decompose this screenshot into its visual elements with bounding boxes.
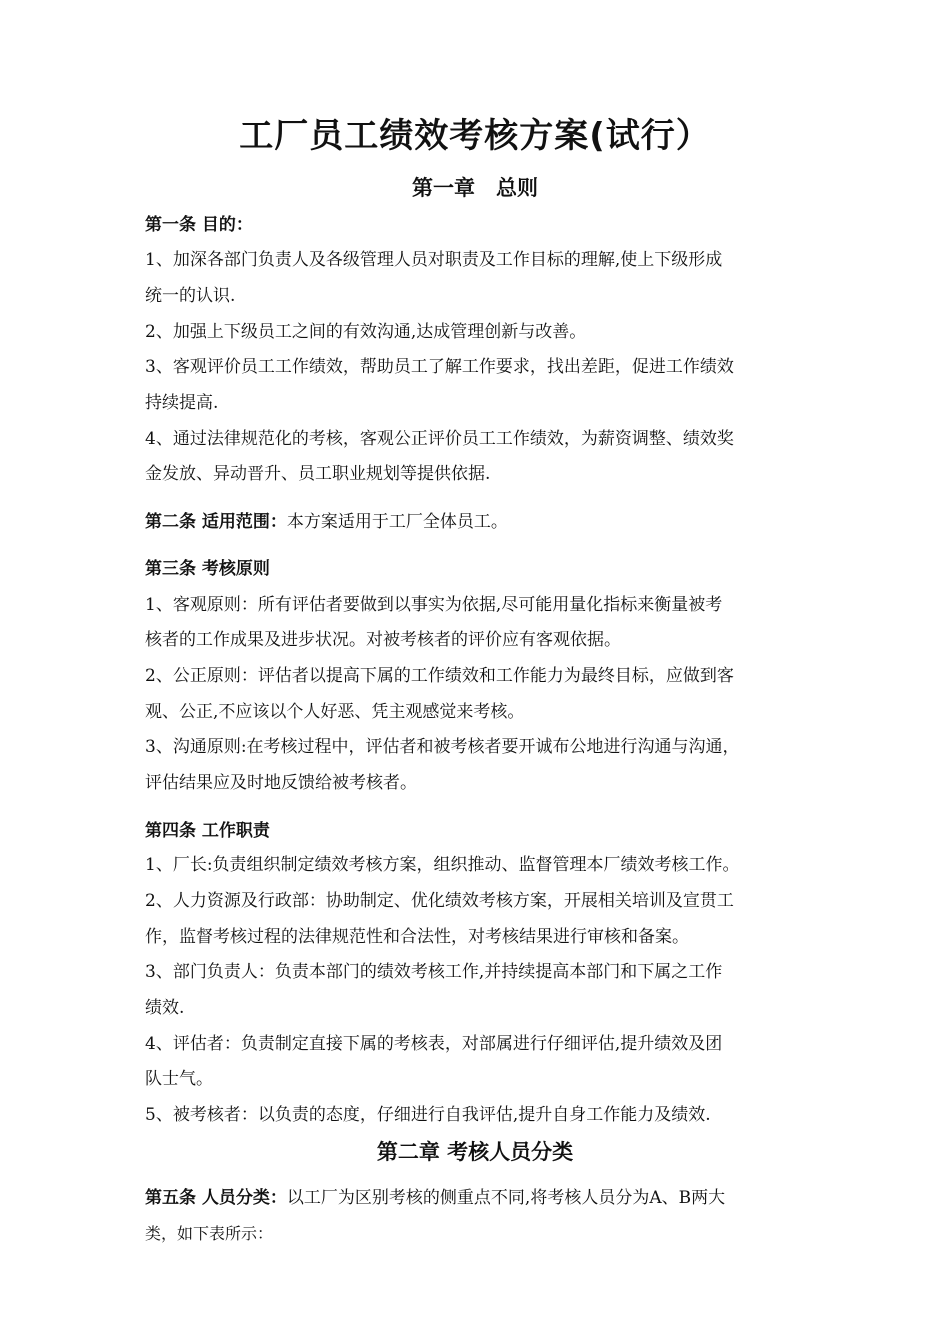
- article-3-line: 核者的工作成果及进步状况。对被考核者的评价应有客观依据。: [145, 630, 621, 650]
- article-1-line: 统一的认识.: [145, 286, 236, 306]
- article-5-line: 类，如下表所示：: [145, 1224, 274, 1243]
- article-3-line: 观、公正,不应该以个人好恶、凭主观感觉来考核。: [145, 702, 525, 722]
- article-5: [145, 1186, 815, 1210]
- article-2-heading: 第二条 适用范围：: [145, 512, 287, 532]
- chapter-1-heading: 第一章 总则: [412, 176, 538, 200]
- article-4-line: 1、厂长:负责组织制定绩效考核方案，组织推动、监督管理本厂绩效考核工作。: [145, 855, 740, 875]
- article-1-line: 持续提高.: [145, 393, 219, 413]
- article-4-line: 绩效.: [145, 998, 185, 1018]
- article-4-line: 3、部门负责人：负责本部门的绩效考核工作,并持续提高本部门和下属之工作: [145, 962, 723, 982]
- article-3-heading: 第三条 考核原则: [145, 559, 270, 579]
- article-1-line: 1、加深各部门负责人及各级管理人员对职责及工作目标的理解,使上下级形成: [145, 250, 723, 270]
- article-2-text: 本方案适用于工厂全体员工。: [286, 512, 508, 532]
- article-3-line: 2、公正原则：评估者以提高下属的工作绩效和工作能力为最终目标，应做到客: [145, 666, 734, 686]
- article-4-heading: 第四条 工作职责: [145, 821, 270, 841]
- article-3-line: 3、沟通原则:在考核过程中，评估者和被考核者要开诚布公地进行沟通与沟通，: [145, 737, 740, 757]
- document-title: 工厂员工绩效考核方案(试行）: [239, 116, 711, 156]
- article-2: [145, 510, 815, 534]
- article-5-heading: 第五条 人员分类：: [145, 1188, 287, 1208]
- chapter-2-heading: 第二章 考核人员分类: [376, 1140, 574, 1164]
- article-1-line: 2、加强上下级员工之间的有效沟通,达成管理创新与改善。: [145, 322, 587, 342]
- article-1-heading: 第一条 目的：: [145, 215, 253, 235]
- article-3-line: 评估结果应及时地反馈给被考核者。: [145, 773, 417, 793]
- article-4-line: 作，监督考核过程的法律规范性和合法性，对考核结果进行审核和备案。: [145, 927, 689, 947]
- article-3-line: 1、客观原则：所有评估者要做到以事实为依据,尽可能用量化指标来衡量被考: [145, 595, 723, 615]
- article-4-line: 2、人力资源及行政部：协助制定、优化绩效考核方案，开展相关培训及宣贯工: [145, 891, 734, 911]
- article-4-line: 队士气。: [145, 1069, 213, 1089]
- article-4-line: 4、评估者：负责制定直接下属的考核表，对部属进行仔细评估,提升绩效及团: [145, 1034, 723, 1054]
- article-5-text: 以工厂为区别考核的侧重点不同,将考核人员分为A、B两大: [286, 1188, 726, 1208]
- article-1-line: 3、客观评价员工工作绩效，帮助员工了解工作要求，找出差距，促进工作绩效: [145, 357, 734, 377]
- article-4-line: 5、被考核者：以负责的态度，仔细进行自我评估,提升自身工作能力及绩效.: [145, 1105, 711, 1125]
- article-1-line: 4、通过法律规范化的考核，客观公正评价员工工作绩效，为薪资调整、绩效奖: [145, 429, 734, 449]
- article-1-line: 金发放、异动晋升、员工职业规划等提供依据.: [145, 464, 491, 484]
